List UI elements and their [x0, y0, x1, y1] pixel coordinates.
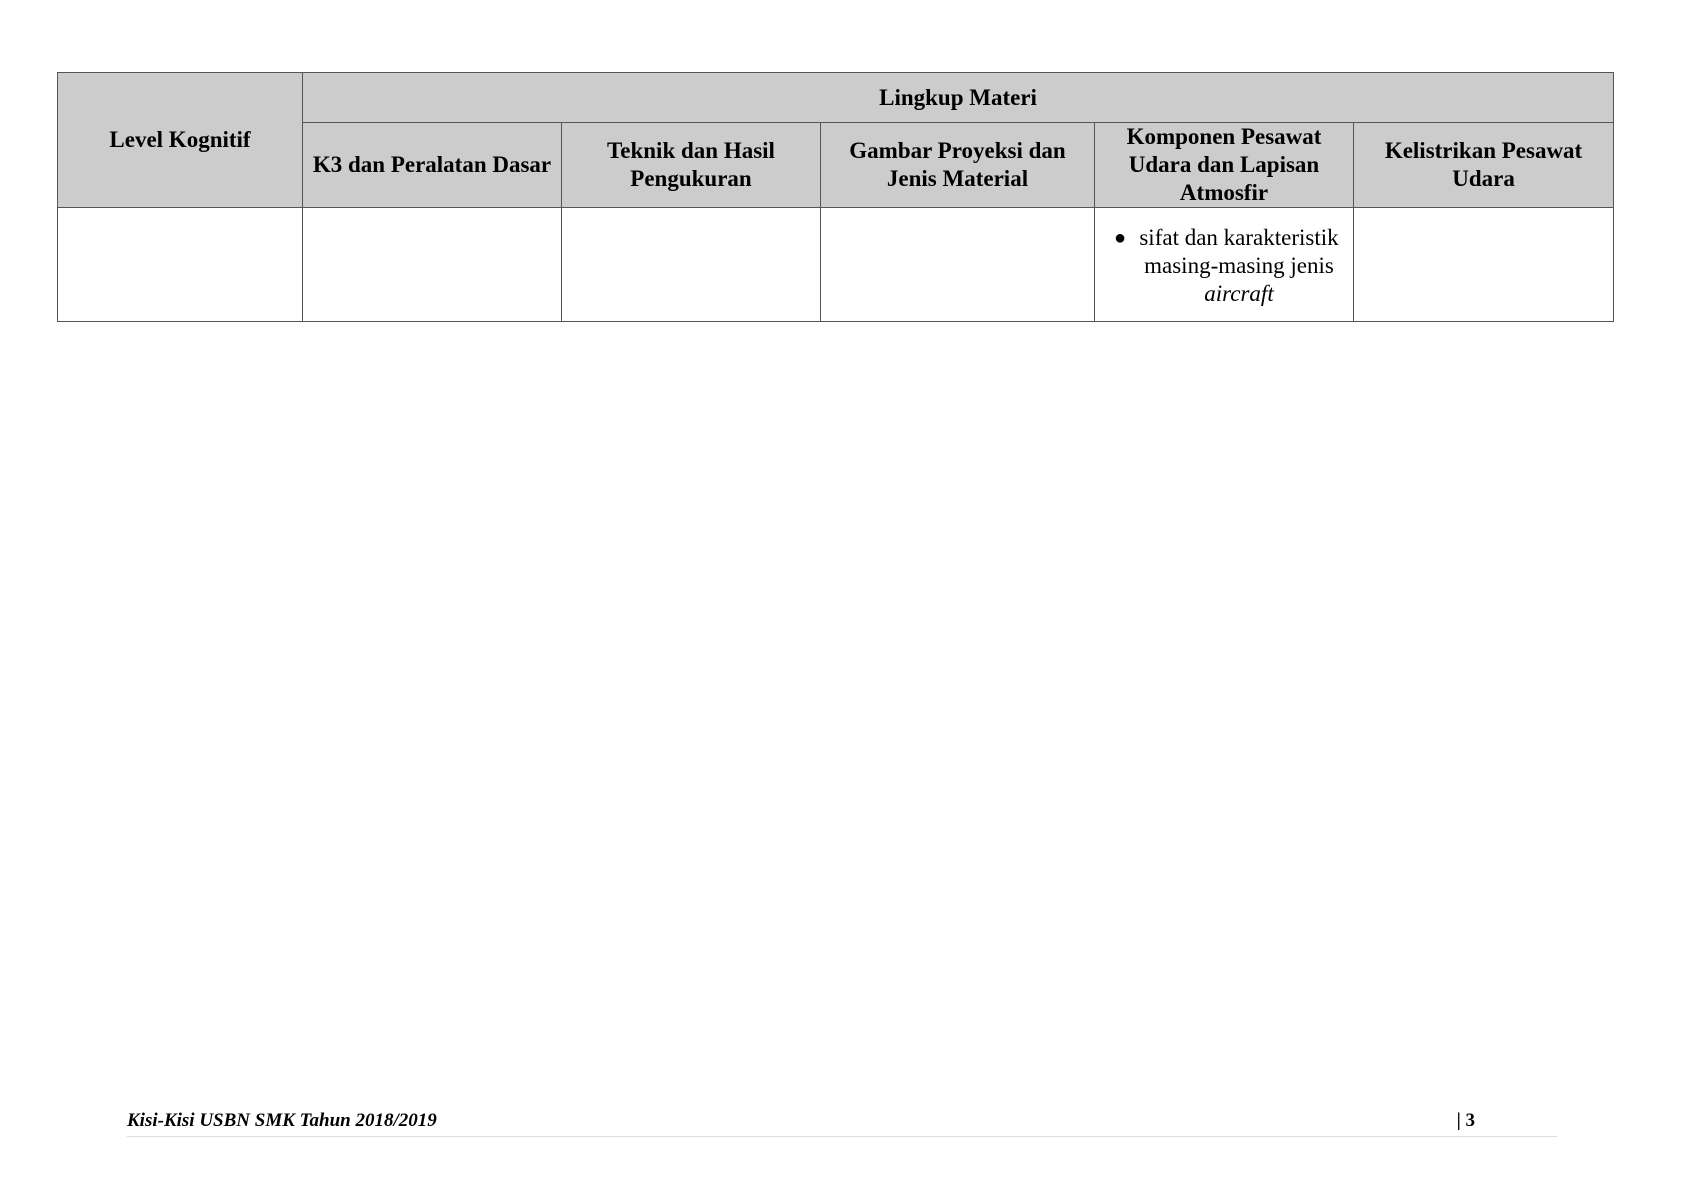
cell-k3 — [303, 208, 562, 322]
cell-teknik — [562, 208, 821, 322]
page-number: | 3 — [1456, 1110, 1475, 1131]
kisi-kisi-table — [57, 72, 1614, 322]
bullet-list — [1101, 224, 1347, 308]
bullet-text — [1131, 224, 1347, 308]
footer-title: Kisi-Kisi USBN SMK Tahun 2018/2019 — [127, 1110, 437, 1131]
table-row — [58, 208, 1614, 322]
bullet-icon: ● — [1113, 226, 1127, 249]
header-gambar: Gambar Proyeksi dan Jenis Material — [821, 123, 1095, 208]
header-lingkup-materi: Lingkup Materi — [303, 73, 1614, 123]
header-kelistrikan: Kelistrikan Pesawat Udara — [1354, 123, 1614, 208]
list-item — [1101, 224, 1347, 308]
cell-level — [58, 208, 303, 322]
bullet-text-regular: sifat dan karakteristik masing-masing jenis — [1139, 224, 1339, 278]
page-footer — [127, 1108, 1557, 1137]
cell-komponen — [1095, 208, 1354, 322]
header-komponen: Komponen Pesawat Udara dan Lapisan Atmosfir — [1095, 123, 1354, 208]
header-k3: K3 dan Peralatan Dasar — [303, 123, 562, 208]
header-row-group — [58, 73, 1614, 123]
header-level-kognitif: Level Kognitif — [58, 73, 303, 208]
header-teknik: Teknik dan Hasil Pengukuran — [562, 123, 821, 208]
cell-gambar — [821, 208, 1095, 322]
cell-kelistrikan — [1354, 208, 1614, 322]
bullet-text-italic: aircraft — [1204, 280, 1274, 306]
